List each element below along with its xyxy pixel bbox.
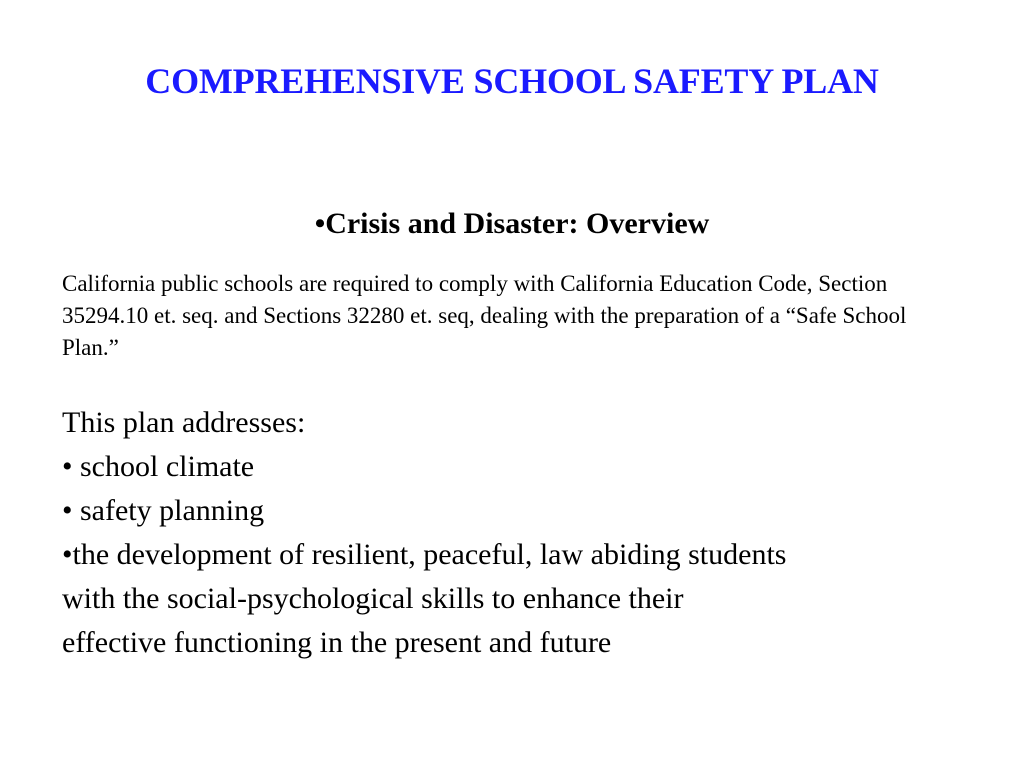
plan-addresses-block xyxy=(62,401,982,665)
section-heading: •Crisis and Disaster: Overview xyxy=(314,207,710,240)
bullet-item-student-development-continued: with the social-psychological skills to enhance their xyxy=(62,582,684,615)
bullet-item-student-development-end: effective functioning in the present and future xyxy=(62,626,612,659)
slide-title: COMPREHENSIVE SCHOOL SAFETY PLAN xyxy=(145,61,879,101)
intro-paragraph: California public schools are required to comply with California Education Code, Section 35294.10 et. seq. and Sections 32280 et. seq, dealing with the preparation of a “Safe School Plan.” xyxy=(62,271,907,360)
addresses-heading: This plan addresses: xyxy=(62,406,306,439)
bullet-item-safety-planning: • safety planning xyxy=(62,494,265,527)
bullet-item-school-climate: • school climate xyxy=(62,450,255,483)
bullet-item-student-development: •the development of resilient, peaceful, law abiding students xyxy=(62,538,787,571)
